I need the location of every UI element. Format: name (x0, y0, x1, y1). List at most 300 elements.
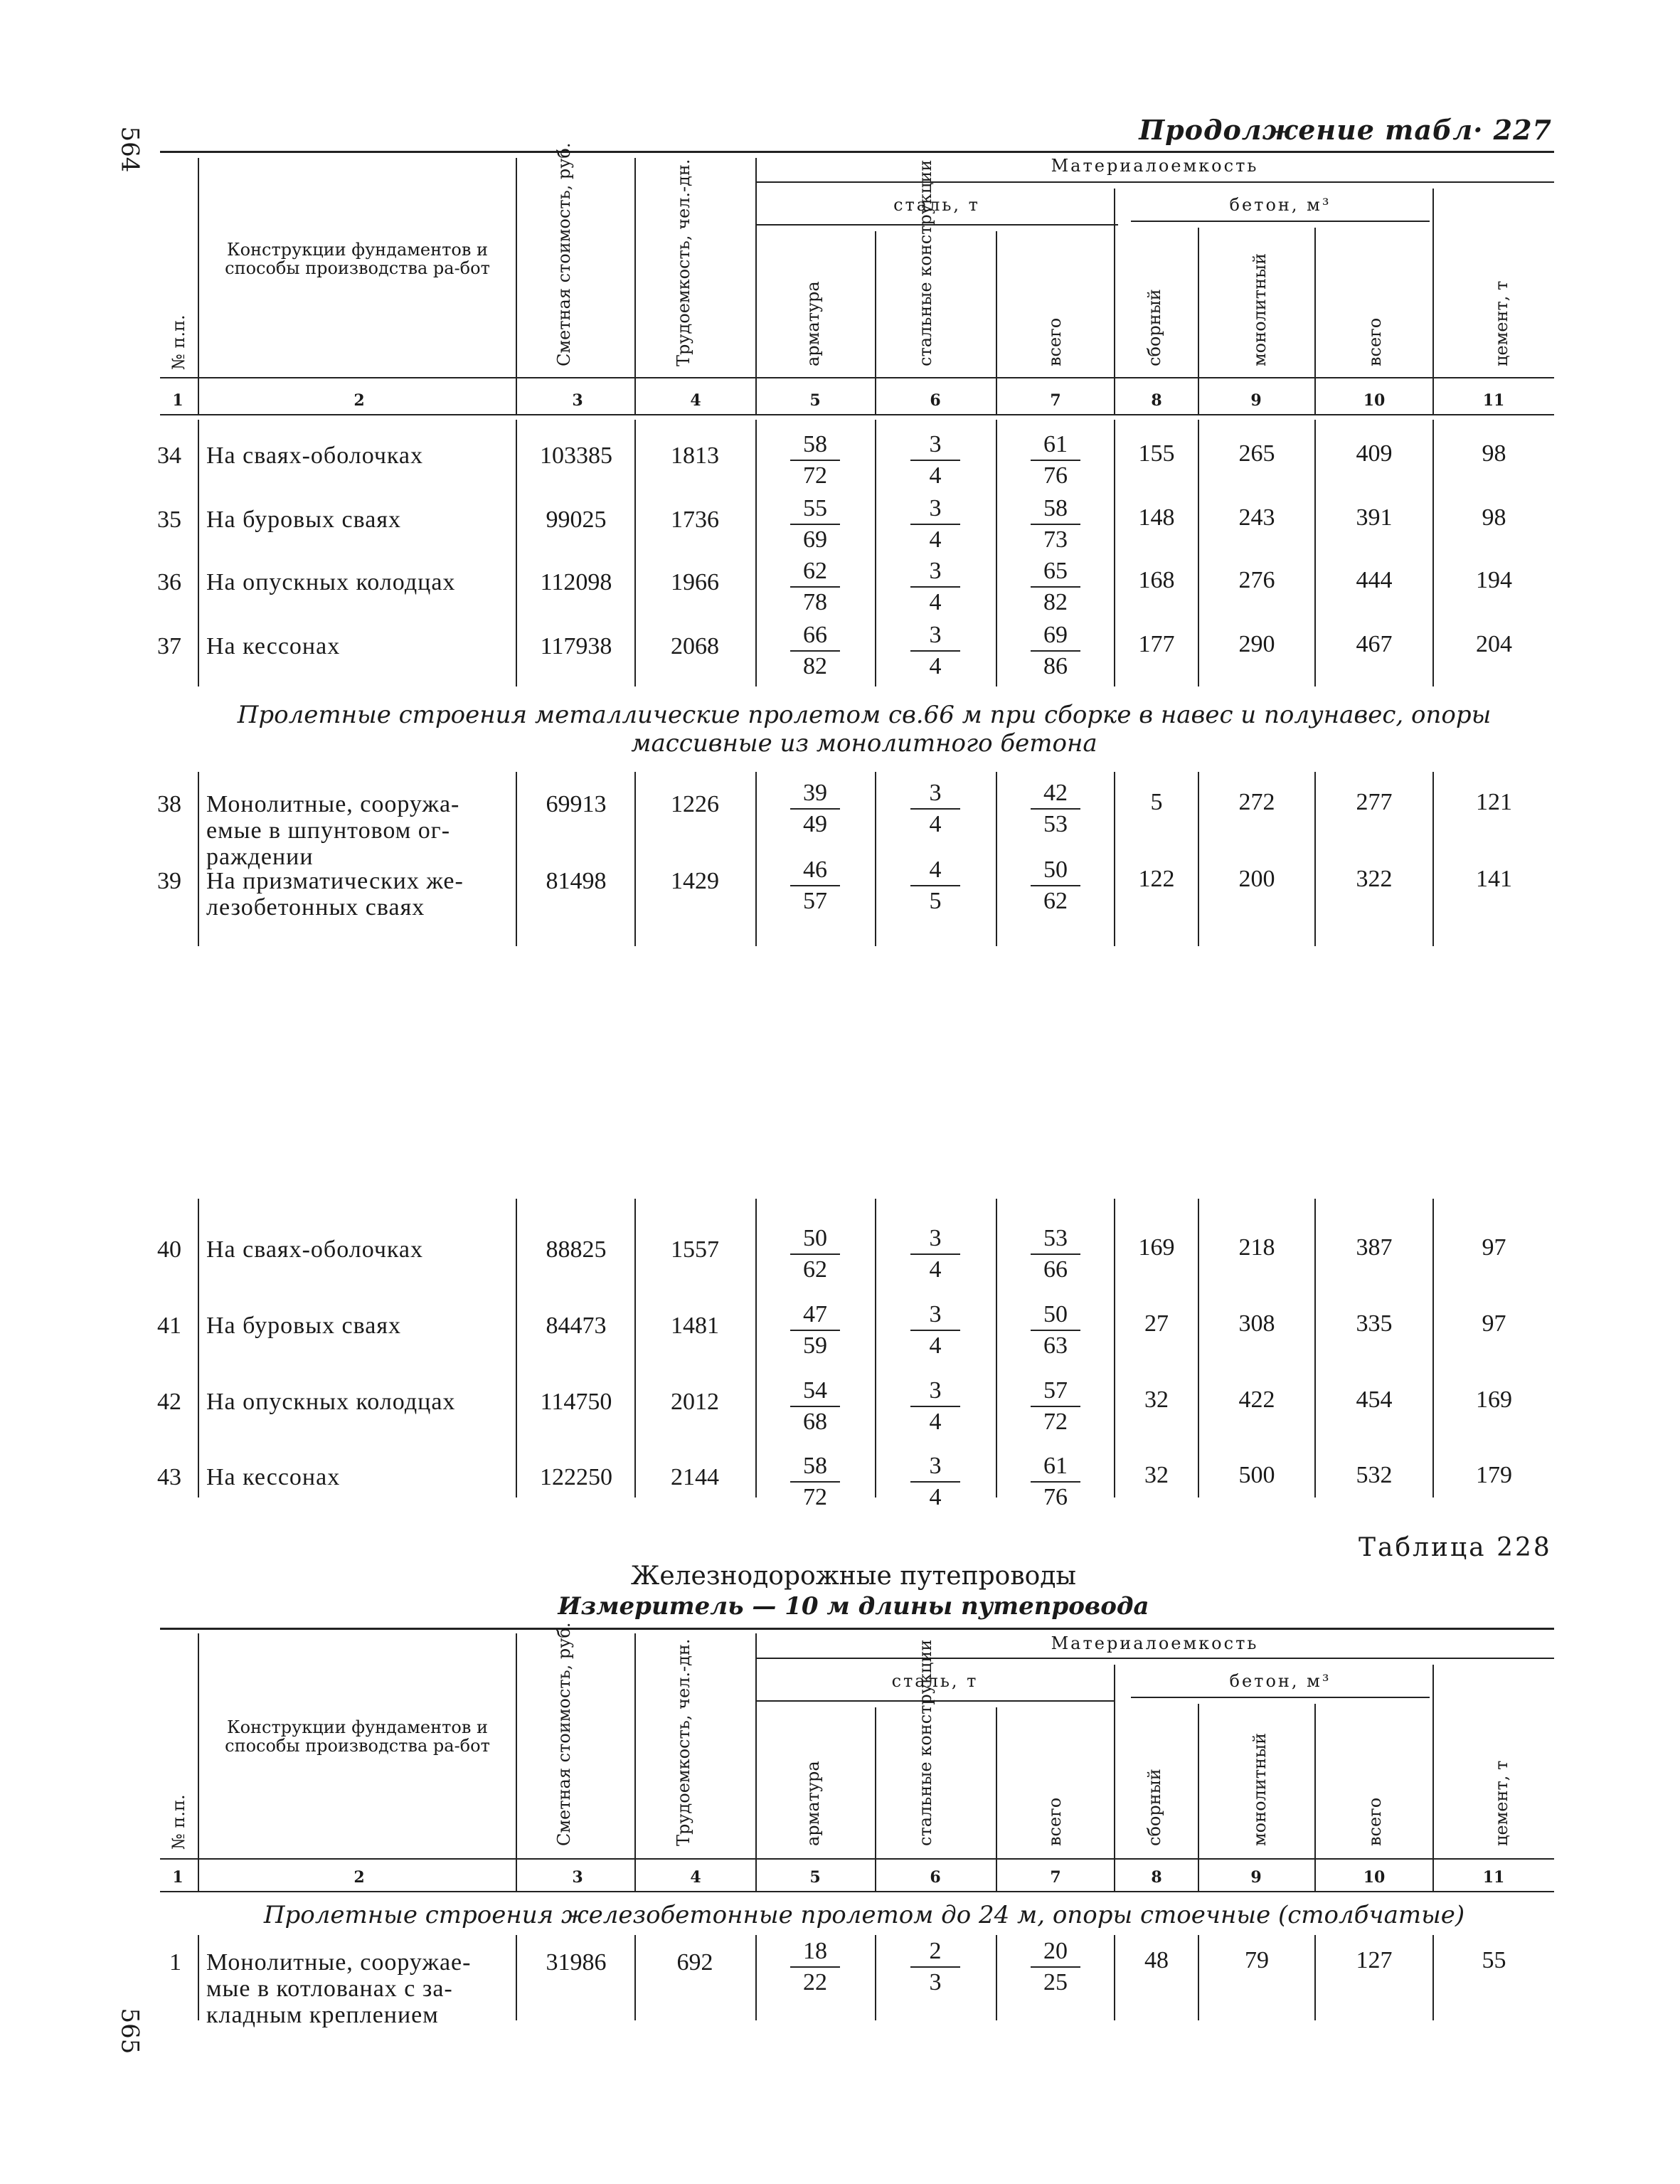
steel-structures-fraction-denominator: 4 (929, 653, 942, 679)
armatura-fraction (790, 1224, 840, 1285)
estimated-cost: 99025 (546, 507, 607, 533)
t228-header-prefab: сборный (1144, 1769, 1164, 1846)
labor-intensity: 1557 (671, 1236, 719, 1263)
column-divider (1114, 1935, 1115, 2020)
column-divider (875, 420, 876, 687)
column-number-4: 4 (690, 391, 701, 410)
t228-concrete-rule (1131, 1697, 1430, 1698)
steel-total-fraction (1031, 620, 1080, 682)
column-number-10: 10 (1363, 391, 1386, 410)
concrete-total: 409 (1356, 440, 1393, 467)
cement: 194 (1476, 567, 1512, 593)
labor-intensity: 1226 (671, 791, 719, 817)
column-divider (198, 772, 199, 946)
steel-structures-fraction (910, 855, 960, 916)
steel-structures-fraction-numerator: 2 (910, 1936, 960, 1968)
steel-structures-fraction (910, 1300, 960, 1361)
steel-structures-fraction (910, 556, 960, 617)
column-number-5: 5 (809, 391, 821, 410)
column-divider (996, 1199, 997, 1497)
column-number-2: 2 (353, 391, 365, 410)
steel-total-fraction-denominator: 76 (1043, 1484, 1068, 1510)
column-divider (1432, 420, 1434, 687)
concrete-total: 454 (1356, 1387, 1393, 1413)
prefab-concrete: 177 (1138, 631, 1175, 657)
cement: 97 (1482, 1234, 1506, 1261)
page-number-bottom: 565 (115, 2008, 144, 2055)
column-number-3: 3 (572, 391, 583, 410)
armatura-fraction-denominator: 62 (803, 1256, 827, 1283)
column-number-1: 1 (172, 391, 184, 410)
column-divider (516, 1935, 517, 2020)
column-divider (996, 1935, 997, 2020)
page-number-top: 564 (115, 126, 144, 173)
prefab-concrete: 5 (1150, 789, 1163, 815)
construction-name: раждении (206, 844, 314, 870)
header-materials: Материалоемкость (1051, 156, 1259, 176)
steel-structures-fraction-numerator: 3 (910, 1451, 960, 1483)
column-divider (198, 1935, 199, 2020)
labor-intensity: 1736 (671, 507, 719, 533)
construction-name: На буровых сваях (206, 507, 401, 533)
armatura-fraction-numerator: 18 (790, 1936, 840, 1968)
steel-structures-fraction (910, 778, 960, 839)
concrete-total: 444 (1356, 567, 1393, 593)
hv-6 (996, 231, 997, 414)
monolithic-concrete: 243 (1238, 504, 1275, 531)
column-divider (1432, 772, 1434, 946)
column-divider (1314, 420, 1316, 687)
labor-intensity: 2144 (671, 1464, 719, 1490)
t228-header-labor: Трудоемкость, чел.-дн. (674, 1638, 693, 1846)
estimated-cost: 69913 (546, 791, 607, 817)
prefab-concrete: 32 (1144, 1387, 1169, 1413)
steel-total-fraction-denominator: 66 (1043, 1256, 1068, 1283)
t228-hv-10 (1432, 1665, 1434, 1891)
estimated-cost: 81498 (546, 868, 607, 894)
steel-structures-fraction-denominator: 4 (929, 811, 942, 837)
armatura-fraction-numerator: 47 (790, 1300, 840, 1331)
column-number-7: 7 (1050, 1868, 1061, 1887)
steel-total-fraction-numerator: 61 (1031, 1451, 1080, 1483)
column-divider (1198, 420, 1199, 687)
steel-total-fraction-numerator: 61 (1031, 430, 1080, 461)
t228-header-number: № п.п. (169, 1794, 188, 1850)
monolithic-concrete: 422 (1238, 1387, 1275, 1413)
steel-total-fraction-numerator: 53 (1031, 1224, 1080, 1255)
concrete-rule (1131, 221, 1430, 222)
labor-intensity: 692 (676, 1949, 713, 1976)
header-steel-total: всего (1045, 317, 1065, 366)
hv-5 (875, 231, 876, 414)
header-concrete-total: всего (1365, 317, 1385, 366)
armatura-fraction (790, 778, 840, 839)
column-divider (996, 772, 997, 946)
cement: 55 (1482, 1947, 1506, 1973)
construction-name: На кессонах (206, 633, 341, 659)
t228-header-armatura: арматура (803, 1761, 823, 1846)
section-heading-concrete-spans: Пролетные строения железобетонные пролетом до 24 м, опоры стоечные (столбчатые) (263, 1901, 1465, 1929)
column-divider (1198, 1935, 1199, 2020)
armatura-fraction-denominator: 82 (803, 653, 827, 679)
row-number: 35 (157, 507, 181, 533)
steel-total-fraction-denominator: 63 (1043, 1332, 1068, 1359)
column-number-10: 10 (1363, 1868, 1386, 1887)
construction-name: емые в шпунтовом ог- (206, 817, 451, 844)
hv-9 (1314, 228, 1316, 414)
armatura-fraction-numerator: 62 (790, 556, 840, 588)
steel-total-fraction (1031, 430, 1080, 491)
steel-total-fraction (1031, 494, 1080, 555)
colnum-rule (160, 414, 1554, 415)
hv-3 (634, 158, 636, 414)
t228-hv-1 (198, 1633, 199, 1891)
armatura-fraction-denominator: 78 (803, 589, 827, 615)
cement: 179 (1476, 1462, 1512, 1488)
t228-hv-8 (1198, 1704, 1199, 1891)
armatura-fraction-denominator: 22 (803, 1969, 827, 1995)
concrete-total: 127 (1356, 1947, 1393, 1973)
column-number-9: 9 (1250, 391, 1262, 410)
table-228-subtitle: Измеритель — 10 м длины путепровода (558, 1592, 1149, 1621)
header-steel: сталь, т (893, 195, 980, 215)
t228-hv-5 (875, 1707, 876, 1891)
t228-header-construction: Конструкции фундаментов и способы производства ра-бот (225, 1717, 490, 1756)
construction-name: Монолитные, сооружае- (206, 1949, 472, 1976)
steel-total-fraction (1031, 556, 1080, 617)
t228-top-rule (160, 1628, 1554, 1630)
column-divider (634, 420, 636, 687)
monolithic-concrete: 265 (1238, 440, 1275, 467)
construction-name: На буровых сваях (206, 1313, 401, 1339)
header-bottom-rule (160, 377, 1554, 378)
column-divider (516, 772, 517, 946)
monolithic-concrete: 500 (1238, 1462, 1275, 1488)
prefab-concrete: 122 (1138, 866, 1175, 892)
cement: 121 (1476, 789, 1512, 815)
construction-name: На сваях-оболочках (206, 442, 424, 469)
steel-structures-fraction-denominator: 4 (929, 1484, 942, 1510)
steel-structures-fraction-denominator: 5 (929, 888, 942, 914)
column-divider (1432, 1935, 1434, 2020)
column-divider (755, 420, 757, 687)
construction-name: кладным креплением (206, 2002, 439, 2028)
steel-total-fraction-numerator: 42 (1031, 778, 1080, 810)
armatura-fraction-numerator: 58 (790, 1451, 840, 1483)
steel-total-fraction (1031, 1451, 1080, 1512)
armatura-fraction (790, 1300, 840, 1361)
column-number-4: 4 (690, 1868, 701, 1887)
header-cement: цемент, т (1492, 280, 1511, 366)
steel-structures-fraction-denominator: 4 (929, 1332, 942, 1359)
monolithic-concrete: 276 (1238, 567, 1275, 593)
t228-hv-2 (516, 1633, 517, 1891)
prefab-concrete: 148 (1138, 504, 1175, 531)
steel-structures-fraction-numerator: 3 (910, 1300, 960, 1331)
armatura-fraction-numerator: 66 (790, 620, 840, 652)
armatura-fraction (790, 556, 840, 617)
cement: 98 (1482, 504, 1506, 531)
t228-header-cost: Сметная стоимость, руб. (554, 1622, 574, 1846)
header-steel-structures: стальные конструкции (915, 159, 935, 366)
armatura-fraction-denominator: 72 (803, 462, 827, 489)
concrete-total: 322 (1356, 866, 1393, 892)
column-divider (1314, 1199, 1316, 1497)
t228-header-steel-total: всего (1045, 1797, 1065, 1846)
steel-total-fraction-denominator: 76 (1043, 462, 1068, 489)
steel-structures-fraction (910, 1451, 960, 1512)
monolithic-concrete: 290 (1238, 631, 1275, 657)
column-divider (875, 772, 876, 946)
t228-header-concrete: бетон, м³ (1229, 1671, 1331, 1691)
t228-colnum-rule (160, 1891, 1554, 1892)
header-construction: Конструкции фундаментов и способы производства ра-бот (225, 240, 490, 278)
armatura-fraction-numerator: 58 (790, 430, 840, 461)
prefab-concrete: 48 (1144, 1947, 1169, 1973)
armatura-fraction-denominator: 57 (803, 888, 827, 914)
steel-structures-fraction-numerator: 3 (910, 1376, 960, 1407)
armatura-fraction-numerator: 50 (790, 1224, 840, 1255)
steel-total-fraction-numerator: 50 (1031, 1300, 1080, 1331)
steel-total-fraction (1031, 1936, 1080, 1998)
header-cost: Сметная стоимость, руб. (554, 142, 574, 366)
prefab-concrete: 168 (1138, 567, 1175, 593)
armatura-fraction-numerator: 46 (790, 855, 840, 886)
steel-structures-fraction-denominator: 4 (929, 589, 942, 615)
header-number: № п.п. (169, 314, 188, 370)
hv-1 (198, 158, 199, 414)
column-divider (1198, 1199, 1199, 1497)
row-number: 34 (157, 442, 181, 469)
labor-intensity: 2012 (671, 1389, 719, 1415)
column-number-8: 8 (1151, 391, 1162, 410)
steel-structures-fraction-numerator: 4 (910, 855, 960, 886)
armatura-fraction (790, 1451, 840, 1512)
row-number: 1 (169, 1949, 181, 1976)
header-labor: Трудоемкость, чел.-дн. (674, 159, 693, 366)
column-divider (875, 1199, 876, 1497)
concrete-total: 387 (1356, 1234, 1393, 1261)
column-divider (198, 1199, 199, 1497)
column-number-6: 6 (930, 1868, 941, 1887)
column-number-8: 8 (1151, 1868, 1162, 1887)
column-number-11: 11 (1482, 1868, 1505, 1887)
hv-7 (1114, 189, 1115, 414)
column-divider (516, 1199, 517, 1497)
construction-name: На опускных колодцах (206, 1389, 456, 1415)
armatura-fraction-numerator: 54 (790, 1376, 840, 1407)
monolithic-concrete: 218 (1238, 1234, 1275, 1261)
monolithic-concrete: 79 (1245, 1947, 1269, 1973)
table-228-caption: Таблица 228 (1359, 1533, 1552, 1562)
steel-total-fraction-numerator: 57 (1031, 1376, 1080, 1407)
construction-name: лезобетонных сваях (206, 894, 425, 921)
section-heading-metal-spans: Пролетные строения металлические пролетом св.66 м при сборке в навес и полунавес, опоры массивные из монолитного бетона (237, 701, 1492, 758)
column-number-11: 11 (1482, 391, 1505, 410)
t228-hv-3 (634, 1633, 636, 1891)
column-divider (1114, 772, 1115, 946)
concrete-total: 532 (1356, 1462, 1393, 1488)
estimated-cost: 122250 (540, 1464, 612, 1490)
t228-header-concrete-total: всего (1365, 1797, 1385, 1846)
hv-8 (1198, 228, 1199, 414)
steel-structures-fraction-numerator: 3 (910, 620, 960, 652)
t228-header-monolith: монолитный (1250, 1732, 1270, 1846)
column-divider (634, 1935, 636, 2020)
steel-total-fraction (1031, 778, 1080, 839)
armatura-fraction-denominator: 68 (803, 1409, 827, 1435)
steel-structures-fraction (910, 1376, 960, 1437)
cement: 169 (1476, 1387, 1512, 1413)
column-number-2: 2 (353, 1868, 365, 1887)
concrete-total: 391 (1356, 504, 1393, 531)
estimated-cost: 88825 (546, 1236, 607, 1263)
column-divider (996, 420, 997, 687)
row-number: 39 (157, 868, 181, 894)
t228-hv-6 (996, 1707, 997, 1891)
steel-structures-fraction (910, 620, 960, 682)
labor-intensity: 1481 (671, 1313, 719, 1339)
construction-name: мые в котлованах с за- (206, 1976, 453, 2002)
steel-total-fraction-denominator: 25 (1043, 1969, 1068, 1995)
steel-total-fraction-numerator: 58 (1031, 494, 1080, 525)
estimated-cost: 117938 (540, 633, 612, 659)
hv-10 (1432, 189, 1434, 414)
monolithic-concrete: 308 (1238, 1310, 1275, 1337)
steel-total-fraction-denominator: 62 (1043, 888, 1068, 914)
steel-structures-fraction-numerator: 3 (910, 556, 960, 588)
estimated-cost: 112098 (540, 569, 612, 595)
armatura-fraction-denominator: 69 (803, 526, 827, 553)
steel-total-fraction-denominator: 72 (1043, 1409, 1068, 1435)
steel-structures-fraction-denominator: 4 (929, 1256, 942, 1283)
header-concrete: бетон, м³ (1229, 195, 1331, 215)
column-number-5: 5 (809, 1868, 821, 1887)
column-divider (516, 420, 517, 687)
steel-total-fraction-numerator: 69 (1031, 620, 1080, 652)
t228-hv-9 (1314, 1704, 1316, 1891)
column-divider (1114, 1199, 1115, 1497)
steel-structures-fraction (910, 494, 960, 555)
steel-structures-fraction-numerator: 3 (910, 494, 960, 525)
concrete-total: 335 (1356, 1310, 1393, 1337)
t228-header-materials: Материалоемкость (1051, 1633, 1259, 1653)
concrete-total: 467 (1356, 631, 1393, 657)
estimated-cost: 84473 (546, 1313, 607, 1339)
construction-name: На кессонах (206, 1464, 341, 1490)
t228-header-steel: сталь, т (891, 1671, 979, 1691)
column-divider (755, 1199, 757, 1497)
column-divider (1314, 1935, 1316, 2020)
steel-structures-fraction-denominator: 4 (929, 462, 942, 489)
column-number-1: 1 (172, 1868, 184, 1887)
row-number: 40 (157, 1236, 181, 1263)
steel-total-fraction-numerator: 65 (1031, 556, 1080, 588)
table-228-title: Железнодорожные путепроводы (630, 1562, 1077, 1591)
estimated-cost: 31986 (546, 1949, 607, 1976)
armatura-fraction (790, 855, 840, 916)
steel-structures-fraction-numerator: 3 (910, 430, 960, 461)
construction-name: На призматических же- (206, 868, 464, 894)
construction-name: На сваях-оболочках (206, 1236, 424, 1263)
table-top-rule (160, 151, 1554, 153)
steel-structures-fraction-denominator: 4 (929, 526, 942, 553)
column-divider (755, 772, 757, 946)
hv-2 (516, 158, 517, 414)
labor-intensity: 1429 (671, 868, 719, 894)
prefab-concrete: 27 (1144, 1310, 1169, 1337)
row-number: 41 (157, 1313, 181, 1339)
armatura-fraction (790, 620, 840, 682)
row-number: 42 (157, 1389, 181, 1415)
steel-total-fraction-denominator: 82 (1043, 589, 1068, 615)
t228-hv-7 (1114, 1665, 1115, 1891)
steel-structures-fraction-numerator: 3 (910, 778, 960, 810)
column-divider (1198, 772, 1199, 946)
steel-total-fraction (1031, 1224, 1080, 1285)
construction-name: На опускных колодцах (206, 569, 456, 595)
row-number: 43 (157, 1464, 181, 1490)
prefab-concrete: 155 (1138, 440, 1175, 467)
armatura-fraction-numerator: 39 (790, 778, 840, 810)
steel-structures-fraction (910, 1936, 960, 1998)
column-divider (198, 420, 199, 687)
steel-total-fraction-denominator: 73 (1043, 526, 1068, 553)
column-divider (755, 1935, 757, 2020)
estimated-cost: 114750 (540, 1389, 612, 1415)
cement: 97 (1482, 1310, 1506, 1337)
column-number-9: 9 (1250, 1868, 1262, 1887)
steel-total-fraction-denominator: 53 (1043, 811, 1068, 837)
steel-structures-fraction-numerator: 3 (910, 1224, 960, 1255)
column-divider (1314, 772, 1316, 946)
labor-intensity: 1813 (671, 442, 719, 469)
column-divider (634, 772, 636, 946)
header-monolith: монолитный (1250, 253, 1270, 366)
steel-total-fraction (1031, 1376, 1080, 1437)
row-number: 38 (157, 791, 181, 817)
row-number: 36 (157, 569, 181, 595)
armatura-fraction-denominator: 72 (803, 1484, 827, 1510)
cement: 141 (1476, 866, 1512, 892)
cement: 204 (1476, 631, 1512, 657)
t228-header-bottom-rule (160, 1858, 1554, 1860)
column-divider (1114, 420, 1115, 687)
labor-intensity: 1966 (671, 569, 719, 595)
column-divider (1432, 1199, 1434, 1497)
steel-total-fraction (1031, 855, 1080, 916)
column-number-7: 7 (1050, 391, 1061, 410)
concrete-total: 277 (1356, 789, 1393, 815)
monolithic-concrete: 272 (1238, 789, 1275, 815)
cement: 98 (1482, 440, 1506, 467)
armatura-fraction (790, 1376, 840, 1437)
table-continuation-label: Продолжение табл· 227 (1139, 114, 1552, 146)
armatura-fraction (790, 494, 840, 555)
column-divider (875, 1935, 876, 2020)
armatura-fraction-numerator: 55 (790, 494, 840, 525)
header-armatura: арматура (803, 281, 823, 366)
monolithic-concrete: 200 (1238, 866, 1275, 892)
steel-structures-fraction-denominator: 4 (929, 1409, 942, 1435)
steel-total-fraction-numerator: 50 (1031, 855, 1080, 886)
prefab-concrete: 32 (1144, 1462, 1169, 1488)
steel-structures-fraction-denominator: 3 (929, 1969, 942, 1995)
materials-rule (755, 181, 1554, 183)
armatura-fraction (790, 430, 840, 491)
column-divider (634, 1199, 636, 1497)
construction-name: Монолитные, сооружа- (206, 791, 460, 817)
